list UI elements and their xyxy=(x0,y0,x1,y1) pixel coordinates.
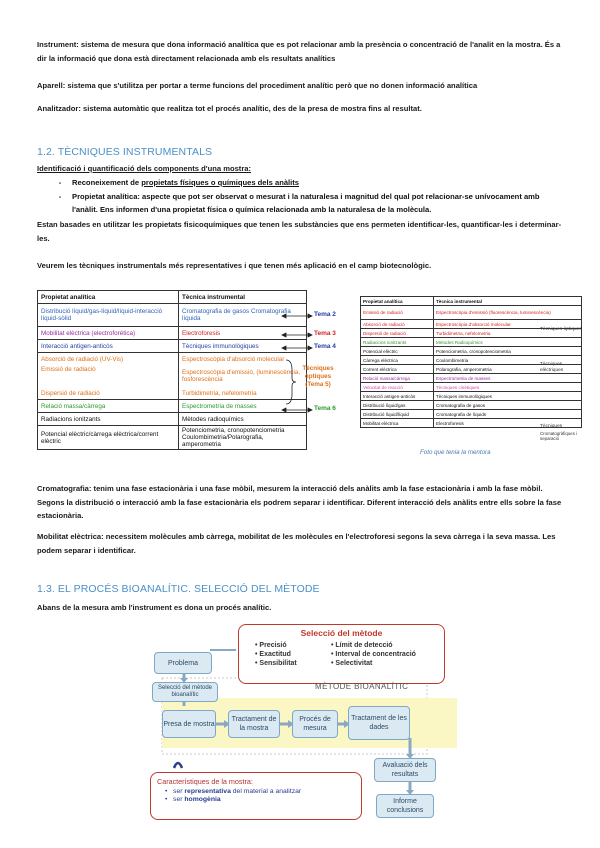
def-aparell: Aparell: sistema que s'utilitza per portar a terme funcions del procediment analític però que no donen informació analítica xyxy=(37,81,478,90)
box-seleccio: Selecció del mètode bioanalític xyxy=(152,682,218,702)
table-row: Radiacions ionitzants Mètodes radioquímics xyxy=(38,413,307,426)
box-seleccio-metode xyxy=(238,624,445,684)
bullet-propietat: - Propietat analítica: aspecte que pot ser observat o mesurat i la naturalesa i magnitud del qual pot relacionar-se unívocament amb l'anàlit. Ens informen d'una propietat física o química relacionada amb la naturalesa de la molècula. xyxy=(58,192,540,214)
sel-left-list: • Precisió • Exactitud • Sensibilitat xyxy=(255,642,297,667)
side-cromatografiques: Cromatogràfiques i separació xyxy=(540,431,578,441)
tag-tecniques-optiques: Tècniques òptiques (Tema 5) xyxy=(302,365,334,388)
box-tractament-dades: Tractament de les dades xyxy=(348,706,410,740)
car-item-1: • ser representativa del material a analitzar xyxy=(165,788,302,795)
photo-caption: Foto que tenia la mentora xyxy=(420,449,491,456)
car-title: Característiques de la mostra: xyxy=(157,777,253,786)
side-tecniques: Tècniques xyxy=(540,424,563,429)
tag-tema-3: Tema 3 xyxy=(314,330,336,337)
subtitle-identificacio: Identificació i quantificació dels components d'una mostra: xyxy=(37,164,252,173)
table-row: Distribució líquid/gas-líquid/líquid-interacció líquid-sòlid Cromatografia de gasos Cromatografia líquida xyxy=(38,304,307,327)
lead-proces: Abans de la mesura amb l'instrument es dona un procés analític. xyxy=(37,603,272,612)
box-informe: Informe conclusions xyxy=(376,794,434,818)
table-row: Mobilitat elèctrica (electroforètica) Electroforesis xyxy=(38,327,307,340)
table-row: Dispersió de radiació Turbidimetria, nefelometria xyxy=(38,387,307,400)
box-problema: Problema xyxy=(154,652,212,674)
box-tractament-mostra: Tractament de la mostra xyxy=(228,710,280,738)
table-row: Absorció de radiació (UV-Vis) Espectroscòpia d'absorció molecular xyxy=(38,353,307,366)
tema-arrows xyxy=(280,300,360,420)
table-tecniques-2: Propietat analítica Tècnica instrumental Emissió de radiació Espectroscòpia d'emissió (fluorescència, luminescència) Absorció de radiació Espectroscòpia d'absorció molecular Dispersió de radiació Turbidimetria, nefelometria Radiacions ionitzants Mètodes Radioquímics Potencial elèctric Potenciometria, cronopotenciometria Càrrega elèctrica Coulombimetria Corrent elèctrica Polarografia, amperometria Relació massa/càrrega Espectrometria de masses Velocitat de reacció Tècniques cinètiques Interacció antigen-anticòs Tècniques immunològiques Distribució líquid/gas Cromatografia de gasos Distribució líquid/líquid Cromatografia de líquids Mobilitat elèctrica Electroforesis xyxy=(360,296,582,428)
table-row: Relació massa/càrrega Espectrometria de masses xyxy=(38,400,307,413)
def-instrument: Instrument: sistema de mesura que dona informació analítica que es pot relacionar amb la presència o concentració de l'analit en la mostra. És a dir la informació que dona està directament relacionada amb els resultats analítics xyxy=(37,40,561,63)
section-title-1-2: 1.2. TÈCNIQUES INSTRUMENTALS xyxy=(37,146,213,158)
bullet-reconeixement: - Reconeixement de propietats físiques o químiques dels anàlits xyxy=(58,178,300,187)
def-cromatografia: Cromatografia: tenim una fase estacionària i una fase mòbil, mesurem la interacció dels anàlits amb la fase estacionària i amb la fase mòbil. Segons la distribució o interacció amb la fase estacionària els podrem separar i identificar. Diferent interacció dels anàlits entre ells sobre la fase estacionària. xyxy=(37,484,562,520)
table-header xyxy=(38,291,307,304)
car-item-2: • ser homogènia xyxy=(165,796,221,803)
box-avaluacio: Avaluació dels resultats xyxy=(374,758,436,782)
header-tecnica: Tècnica instrumental xyxy=(179,291,307,304)
label-metode-bioanalitic: MÈTODE BIOANALÍTIC xyxy=(315,682,409,691)
def-mobilitat: Mobilitat elèctrica: necessitem molècules amb càrrega, mobilitat de les molècules en l'electroforesi segons la seva càrrega i la seva massa. Les podem separar i identificar. xyxy=(37,532,556,555)
table-row: Interacció antigen-anticòs Tècniques immunològiques xyxy=(38,340,307,353)
table-row: Potencial elèctric/càrrega elèctrica/corrent elèctric Potenciometria, cronopotenciometria Coulombimetria/Polarografia, amperometria xyxy=(38,426,307,450)
side-optiques: Tècniques òptiques xyxy=(540,327,582,332)
def-analitzador: Analitzador: sistema automàtic que realitza tot el procés analític, des de la presa de mostra fins al resultat. xyxy=(37,104,422,113)
header-propietat: Propietat analítica xyxy=(38,291,179,304)
box-presa-mostra: Presa de mostra xyxy=(162,710,216,738)
table-row: Emissió de radiació Espectroscòpia d'emissió, (luminescència, fosforescència xyxy=(38,365,307,387)
tag-tema-6: Tema 6 xyxy=(314,405,336,412)
box-proces-mesura: Procés de mesura xyxy=(292,710,338,738)
table-tecniques-1 xyxy=(37,290,307,450)
para-basades: Estan basades en utilitzar les propietats fisicoquímiques que tenen les substàncies que ens permeten identificar-les, quantificar-les i determinar-les. xyxy=(37,220,562,243)
side-electriques: Tècniques elèctriques xyxy=(540,362,564,373)
para-veurem: Veurem les tècniques instrumentals més representatives i que tenen més aplicació en el camp biotecnològic. xyxy=(37,261,432,270)
box-caracteristiques xyxy=(150,772,362,820)
sel-right-list: • Límit de detecció • Interval de concentració • Selectivitat xyxy=(331,642,416,667)
section-title-1-3: 1.3. EL PROCÉS BIOANALÍTIC. SELECCIÓ DEL MÈTODE xyxy=(37,583,320,595)
sel-title: Selecció del mètode xyxy=(300,628,383,638)
tag-tema-2: Tema 2 xyxy=(314,311,336,318)
tag-tema-4: Tema 4 xyxy=(314,343,336,350)
diagram-bioanalitic xyxy=(150,620,470,840)
